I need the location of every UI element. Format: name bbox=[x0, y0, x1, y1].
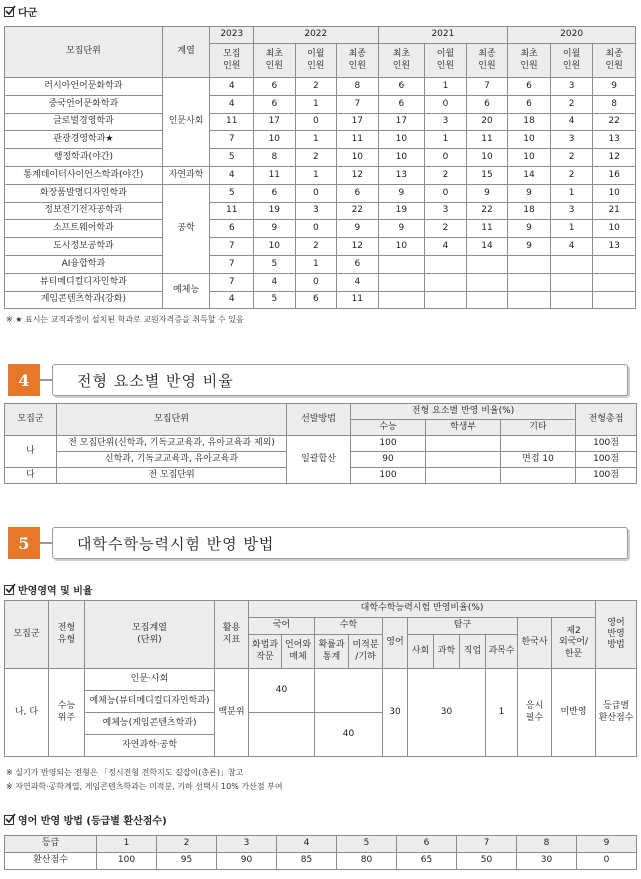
count-cell: 4 bbox=[550, 113, 593, 131]
count-cell: 15 bbox=[466, 166, 508, 184]
count-cell: 2 bbox=[550, 149, 593, 167]
section-da-title: 다군 bbox=[18, 8, 38, 19]
s4-unit: 전 모집단위(신학과, 기독교교육과, 유아교육과 제외) bbox=[57, 436, 287, 452]
section-5-sub2-heading bbox=[4, 812, 167, 827]
section-4-number: 4 bbox=[8, 364, 40, 396]
count-cell: 11 bbox=[337, 131, 379, 149]
grade-cell: 3 bbox=[217, 836, 277, 853]
score-cell: 80 bbox=[337, 853, 397, 870]
count-cell: 9 bbox=[508, 220, 551, 238]
count-cell: 4 bbox=[254, 273, 296, 291]
grade-cell: 4 bbox=[277, 836, 337, 853]
count-cell: 2 bbox=[425, 166, 467, 184]
count-cell: 0 bbox=[295, 113, 337, 131]
count-cell bbox=[593, 255, 636, 273]
count-cell: 0 bbox=[295, 220, 337, 238]
s4-header-ratio: 전형 요소별 반영 비율(%) bbox=[351, 404, 576, 420]
count-cell: 3 bbox=[425, 113, 467, 131]
table-row bbox=[5, 184, 636, 202]
s5-unit: 인문·사회 bbox=[85, 669, 215, 691]
count-cell: 6 bbox=[466, 95, 508, 113]
section-4-title: 전형 요소별 반영 비율 bbox=[52, 364, 628, 396]
count-cell: 6 bbox=[254, 95, 296, 113]
table-row bbox=[5, 273, 636, 291]
s5-header-math-b: 미적분 /기하 bbox=[349, 635, 383, 669]
s5-header-type: 전형 유형 bbox=[49, 601, 85, 669]
section-da-table bbox=[4, 26, 636, 309]
count-cell: 11 bbox=[337, 291, 379, 309]
count-cell: 8 bbox=[337, 78, 379, 96]
count-cell bbox=[466, 273, 508, 291]
table-row bbox=[5, 95, 636, 113]
s5-korean-value: 40 bbox=[249, 669, 315, 713]
header-initial: 최초 인원 bbox=[508, 44, 551, 78]
count-cell: 17 bbox=[337, 113, 379, 131]
s4-unit: 전 모집단위 bbox=[57, 468, 287, 484]
count-cell: 22 bbox=[466, 202, 508, 220]
s4-record bbox=[426, 436, 501, 452]
s5-note-1: ※ 실기가 반영되는 전형은 「정시전형 전학지도 길잡이(총론)」참고 bbox=[6, 768, 244, 777]
s4-suneung: 100 bbox=[351, 436, 426, 452]
count-cell: 1 bbox=[295, 95, 337, 113]
count-cell bbox=[425, 291, 467, 309]
unit-name: 소프트웨어학과 bbox=[5, 220, 163, 238]
unit-name: 도시정보공학과 bbox=[5, 238, 163, 256]
s5-second-lang-value: 미반영 bbox=[552, 669, 596, 757]
header-final: 최종 인원 bbox=[466, 44, 508, 78]
s4-group-na: 나 bbox=[5, 436, 57, 468]
s5-count-value: 1 bbox=[486, 669, 518, 757]
count-cell: 10 bbox=[378, 131, 425, 149]
field-name: 인문사회 bbox=[162, 78, 210, 167]
count-cell: 6 bbox=[337, 255, 379, 273]
count-cell: 2 bbox=[425, 220, 467, 238]
header-initial: 최초 인원 bbox=[378, 44, 425, 78]
s4-total: 100점 bbox=[576, 436, 637, 452]
s4-total: 100점 bbox=[576, 468, 637, 484]
count-cell: 10 bbox=[508, 131, 551, 149]
count-cell: 19 bbox=[378, 202, 425, 220]
s4-record bbox=[426, 468, 501, 484]
count-cell: 6 bbox=[210, 220, 254, 238]
s5-history-value: 응시 필수 bbox=[518, 669, 552, 757]
unit-name: 관광경영학과★ bbox=[5, 131, 163, 149]
count-cell bbox=[425, 255, 467, 273]
checkbox-icon bbox=[4, 815, 14, 825]
unit-name: 뷰티메디컬디자인학과 bbox=[5, 273, 163, 291]
section-5-title: 대학수학능력시험 반영 방법 bbox=[52, 527, 628, 559]
count-cell: 16 bbox=[593, 166, 636, 184]
s4-header-suneung: 수능 bbox=[351, 420, 426, 436]
count-cell: 4 bbox=[210, 166, 254, 184]
count-cell: 9 bbox=[254, 220, 296, 238]
s5-header-math-a: 확률과 통계 bbox=[315, 635, 349, 669]
count-cell: 12 bbox=[337, 238, 379, 256]
count-cell: 22 bbox=[593, 113, 636, 131]
header-year-2022: 2022 bbox=[254, 27, 379, 44]
s5-header-english: 영어 bbox=[383, 618, 408, 669]
score-cell: 95 bbox=[157, 853, 217, 870]
s4-other bbox=[501, 436, 576, 452]
count-cell: 2 bbox=[550, 166, 593, 184]
count-cell: 3 bbox=[295, 202, 337, 220]
table-row bbox=[5, 131, 636, 149]
count-cell: 14 bbox=[508, 166, 551, 184]
count-cell: 10 bbox=[378, 149, 425, 167]
count-cell: 2 bbox=[295, 78, 337, 96]
section-da-heading bbox=[4, 4, 37, 19]
s4-other: 면접 10 bbox=[501, 452, 576, 468]
s5-english-value: 30 bbox=[383, 669, 408, 757]
count-cell bbox=[378, 255, 425, 273]
count-cell: 1 bbox=[295, 166, 337, 184]
table-row bbox=[5, 238, 636, 256]
section-5-banner bbox=[8, 527, 630, 559]
count-cell: 9 bbox=[508, 238, 551, 256]
count-cell: 1 bbox=[425, 131, 467, 149]
count-cell: 0 bbox=[295, 184, 337, 202]
grade-cell: 5 bbox=[337, 836, 397, 853]
grade-cell: 7 bbox=[457, 836, 517, 853]
table-row bbox=[5, 166, 636, 184]
unit-name: 게임콘텐츠학과(강화) bbox=[5, 291, 163, 309]
header-unit: 모집단위 bbox=[5, 27, 163, 78]
unit-name: 화장품발명디자인학과 bbox=[5, 184, 163, 202]
s4-suneung: 90 bbox=[351, 452, 426, 468]
s5-header-second-lang: 제2 외국어/ 한문 bbox=[552, 618, 596, 669]
unit-name: 글로벌경영학과 bbox=[5, 113, 163, 131]
section-5-number: 5 bbox=[8, 527, 40, 559]
count-cell: 9 bbox=[378, 220, 425, 238]
count-cell: 20 bbox=[466, 113, 508, 131]
s5-header-unit: 모집계열 (단위) bbox=[85, 601, 215, 669]
s4-record bbox=[426, 452, 501, 468]
count-cell: 14 bbox=[466, 238, 508, 256]
section-5-table bbox=[4, 600, 637, 757]
s5-header-group: 모집군 bbox=[5, 601, 49, 669]
count-cell bbox=[508, 273, 551, 291]
count-cell: 5 bbox=[254, 255, 296, 273]
count-cell: 22 bbox=[337, 202, 379, 220]
count-cell: 4 bbox=[337, 273, 379, 291]
s4-header-method: 선발방법 bbox=[287, 404, 351, 436]
table-row bbox=[5, 78, 636, 96]
s4-header-unit: 모집단위 bbox=[57, 404, 287, 436]
grade-cell: 8 bbox=[517, 836, 577, 853]
field-name: 예체능 bbox=[162, 273, 210, 309]
grade-cell: 1 bbox=[97, 836, 157, 853]
s5-header-history: 한국사 bbox=[518, 618, 552, 669]
s4-header-total: 전형총점 bbox=[576, 404, 637, 436]
header-recruit: 모집 인원 bbox=[210, 44, 254, 78]
count-cell: 18 bbox=[508, 113, 551, 131]
s5-header-math: 수학 bbox=[315, 618, 383, 635]
count-cell: 6 bbox=[337, 184, 379, 202]
s5-header-inquiry: 탐구 bbox=[408, 618, 518, 635]
count-cell: 4 bbox=[210, 95, 254, 113]
score-cell: 90 bbox=[217, 853, 277, 870]
count-cell: 6 bbox=[508, 95, 551, 113]
checkbox-icon bbox=[4, 585, 14, 595]
section-4-banner bbox=[8, 364, 630, 396]
unit-name: 통계데이터사이언스학과(야간) bbox=[5, 166, 163, 184]
count-cell bbox=[466, 255, 508, 273]
count-cell: 9 bbox=[378, 184, 425, 202]
count-cell: 19 bbox=[254, 202, 296, 220]
section-4-table bbox=[4, 403, 637, 484]
count-cell: 12 bbox=[337, 166, 379, 184]
count-cell: 4 bbox=[550, 238, 593, 256]
count-cell: 6 bbox=[254, 184, 296, 202]
s4-unit: 신학과, 기독교교육과, 유아교육과 bbox=[57, 452, 287, 468]
score-label: 환산점수 bbox=[5, 853, 97, 870]
table-row bbox=[5, 291, 636, 309]
s4-method: 일괄합산 bbox=[287, 436, 351, 484]
header-transfer: 이월 인원 bbox=[550, 44, 593, 78]
header-year-2020: 2020 bbox=[508, 27, 636, 44]
header-final: 최종 인원 bbox=[593, 44, 636, 78]
count-cell: 9 bbox=[337, 220, 379, 238]
count-cell: 4 bbox=[210, 291, 254, 309]
count-cell: 3 bbox=[550, 202, 593, 220]
s5-header-kor-b: 언어와 매체 bbox=[282, 635, 315, 669]
s5-group: 나, 다 bbox=[5, 669, 49, 757]
count-cell: 1 bbox=[550, 184, 593, 202]
count-cell: 1 bbox=[295, 255, 337, 273]
count-cell: 6 bbox=[295, 291, 337, 309]
count-cell: 0 bbox=[295, 273, 337, 291]
section-5-sub2-title: 영어 반영 방법 (등급별 환산점수) bbox=[18, 816, 167, 827]
count-cell: 10 bbox=[337, 149, 379, 167]
english-grade-table bbox=[4, 835, 637, 870]
s4-header-other: 기타 bbox=[501, 420, 576, 436]
table-row bbox=[5, 255, 636, 273]
count-cell bbox=[550, 273, 593, 291]
count-cell: 3 bbox=[550, 78, 593, 96]
field-name: 공학 bbox=[162, 184, 210, 273]
header-year-2021: 2021 bbox=[378, 27, 508, 44]
table-row bbox=[5, 113, 636, 131]
count-cell: 7 bbox=[210, 273, 254, 291]
section-5-sub1-title: 반영영역 및 비율 bbox=[18, 586, 93, 597]
s5-unit: 예체능(게임콘텐츠학과) bbox=[85, 713, 215, 735]
count-cell: 21 bbox=[593, 202, 636, 220]
count-cell bbox=[593, 273, 636, 291]
s4-header-group: 모집군 bbox=[5, 404, 57, 436]
count-cell: 3 bbox=[550, 131, 593, 149]
count-cell: 17 bbox=[254, 113, 296, 131]
count-cell: 12 bbox=[593, 149, 636, 167]
s5-header-korean: 국어 bbox=[249, 618, 315, 635]
s5-inquiry-value: 30 bbox=[408, 669, 486, 757]
count-cell: 9 bbox=[466, 184, 508, 202]
count-cell bbox=[466, 291, 508, 309]
count-cell bbox=[378, 291, 425, 309]
s5-header-eng-method: 영어 반영 방법 bbox=[596, 601, 637, 669]
count-cell: 5 bbox=[210, 149, 254, 167]
count-cell: 2 bbox=[550, 95, 593, 113]
count-cell: 18 bbox=[508, 202, 551, 220]
count-cell: 6 bbox=[254, 78, 296, 96]
count-cell: 2 bbox=[295, 238, 337, 256]
count-cell: 10 bbox=[593, 184, 636, 202]
count-cell: 2 bbox=[295, 149, 337, 167]
s5-header-index: 활용 지표 bbox=[215, 601, 249, 669]
count-cell: 11 bbox=[210, 113, 254, 131]
field-name: 자연과학 bbox=[162, 166, 210, 184]
score-cell: 50 bbox=[457, 853, 517, 870]
count-cell: 10 bbox=[508, 149, 551, 167]
count-cell: 6 bbox=[508, 78, 551, 96]
score-cell: 0 bbox=[577, 853, 637, 870]
count-cell: 6 bbox=[378, 78, 425, 96]
count-cell: 10 bbox=[254, 238, 296, 256]
unit-name: 러시아언어문화학과 bbox=[5, 78, 163, 96]
s5-header-job: 직업 bbox=[460, 635, 486, 669]
grade-label: 등급 bbox=[5, 836, 97, 853]
count-cell: 9 bbox=[593, 78, 636, 96]
header-initial: 최초 인원 bbox=[254, 44, 296, 78]
count-cell: 13 bbox=[593, 131, 636, 149]
s5-header-social: 사회 bbox=[408, 635, 434, 669]
header-year-2023: 2023 bbox=[210, 27, 254, 44]
count-cell: 1 bbox=[425, 78, 467, 96]
grade-cell: 6 bbox=[397, 836, 457, 853]
count-cell: 7 bbox=[337, 95, 379, 113]
s4-other bbox=[501, 468, 576, 484]
count-cell: 1 bbox=[550, 220, 593, 238]
unit-name: 정보전기전자공학과 bbox=[5, 202, 163, 220]
section-5-sub1-heading bbox=[4, 582, 93, 597]
count-cell: 0 bbox=[425, 95, 467, 113]
count-cell: 9 bbox=[508, 184, 551, 202]
count-cell: 11 bbox=[466, 220, 508, 238]
count-cell: 4 bbox=[425, 238, 467, 256]
count-cell: 4 bbox=[210, 78, 254, 96]
count-cell bbox=[550, 255, 593, 273]
table-row bbox=[5, 220, 636, 238]
score-cell: 30 bbox=[517, 853, 577, 870]
grade-cell: 2 bbox=[157, 836, 217, 853]
count-cell: 0 bbox=[425, 184, 467, 202]
count-cell: 10 bbox=[466, 149, 508, 167]
count-cell: 7 bbox=[466, 78, 508, 96]
count-cell: 5 bbox=[210, 184, 254, 202]
count-cell bbox=[508, 255, 551, 273]
s5-eng-method-value: 등급별 환산점수 bbox=[596, 669, 637, 757]
s5-header-count: 과목수 bbox=[486, 635, 518, 669]
count-cell: 0 bbox=[425, 149, 467, 167]
count-cell: 13 bbox=[378, 166, 425, 184]
unit-name: 행정학과(야간) bbox=[5, 149, 163, 167]
section-da-note: ※ ★ 표시는 교직과정이 설치된 학과로 교원자격증을 취득할 수 있음 bbox=[6, 315, 244, 324]
count-cell bbox=[508, 291, 551, 309]
s4-suneung: 100 bbox=[351, 468, 426, 484]
table-row bbox=[5, 202, 636, 220]
count-cell bbox=[550, 291, 593, 309]
count-cell: 8 bbox=[593, 95, 636, 113]
s5-type: 수능 위주 bbox=[49, 669, 85, 757]
count-cell: 6 bbox=[378, 95, 425, 113]
count-cell: 10 bbox=[378, 238, 425, 256]
unit-name: 중국언어문화학과 bbox=[5, 95, 163, 113]
score-cell: 100 bbox=[97, 853, 157, 870]
checkbox-icon bbox=[4, 7, 14, 17]
count-cell: 1 bbox=[295, 131, 337, 149]
count-cell bbox=[425, 273, 467, 291]
count-cell: 7 bbox=[210, 131, 254, 149]
s5-note-2: ※ 자연과학·공학계열, 게임콘텐츠학과는 미적분, 기하 선택시 10% 가산점 부여 bbox=[6, 782, 283, 791]
s4-header-record: 학생부 bbox=[426, 420, 501, 436]
table-row bbox=[5, 149, 636, 167]
s5-header-science: 과학 bbox=[434, 635, 460, 669]
count-cell: 10 bbox=[593, 220, 636, 238]
count-cell: 3 bbox=[425, 202, 467, 220]
s5-unit: 예체능(뷰티메디컬디자인학과) bbox=[85, 691, 215, 713]
count-cell: 13 bbox=[593, 238, 636, 256]
grade-cell: 9 bbox=[577, 836, 637, 853]
count-cell: 8 bbox=[254, 149, 296, 167]
s4-group-da: 다 bbox=[5, 468, 57, 484]
score-cell: 85 bbox=[277, 853, 337, 870]
count-cell: 11 bbox=[254, 166, 296, 184]
s5-math-value: 40 bbox=[315, 713, 383, 757]
unit-name: AI융합학과 bbox=[5, 255, 163, 273]
header-transfer: 이월 인원 bbox=[425, 44, 467, 78]
count-cell: 7 bbox=[210, 238, 254, 256]
count-cell bbox=[593, 291, 636, 309]
count-cell: 11 bbox=[466, 131, 508, 149]
header-final: 최종 인원 bbox=[337, 44, 379, 78]
count-cell: 5 bbox=[254, 291, 296, 309]
s5-header-kor-a: 화법과 작문 bbox=[249, 635, 282, 669]
count-cell: 11 bbox=[210, 202, 254, 220]
s5-header-ratio: 대학수학능력시험 반영비율(%) bbox=[249, 601, 596, 618]
header-transfer: 이월 인원 bbox=[295, 44, 337, 78]
count-cell: 17 bbox=[378, 113, 425, 131]
count-cell bbox=[378, 273, 425, 291]
count-cell: 10 bbox=[254, 131, 296, 149]
count-cell: 7 bbox=[210, 255, 254, 273]
header-field: 계열 bbox=[162, 27, 210, 78]
score-cell: 65 bbox=[397, 853, 457, 870]
s5-index: 백분위 bbox=[215, 669, 249, 757]
s5-unit: 자연과학·공학 bbox=[85, 735, 215, 757]
s4-total: 100점 bbox=[576, 452, 637, 468]
